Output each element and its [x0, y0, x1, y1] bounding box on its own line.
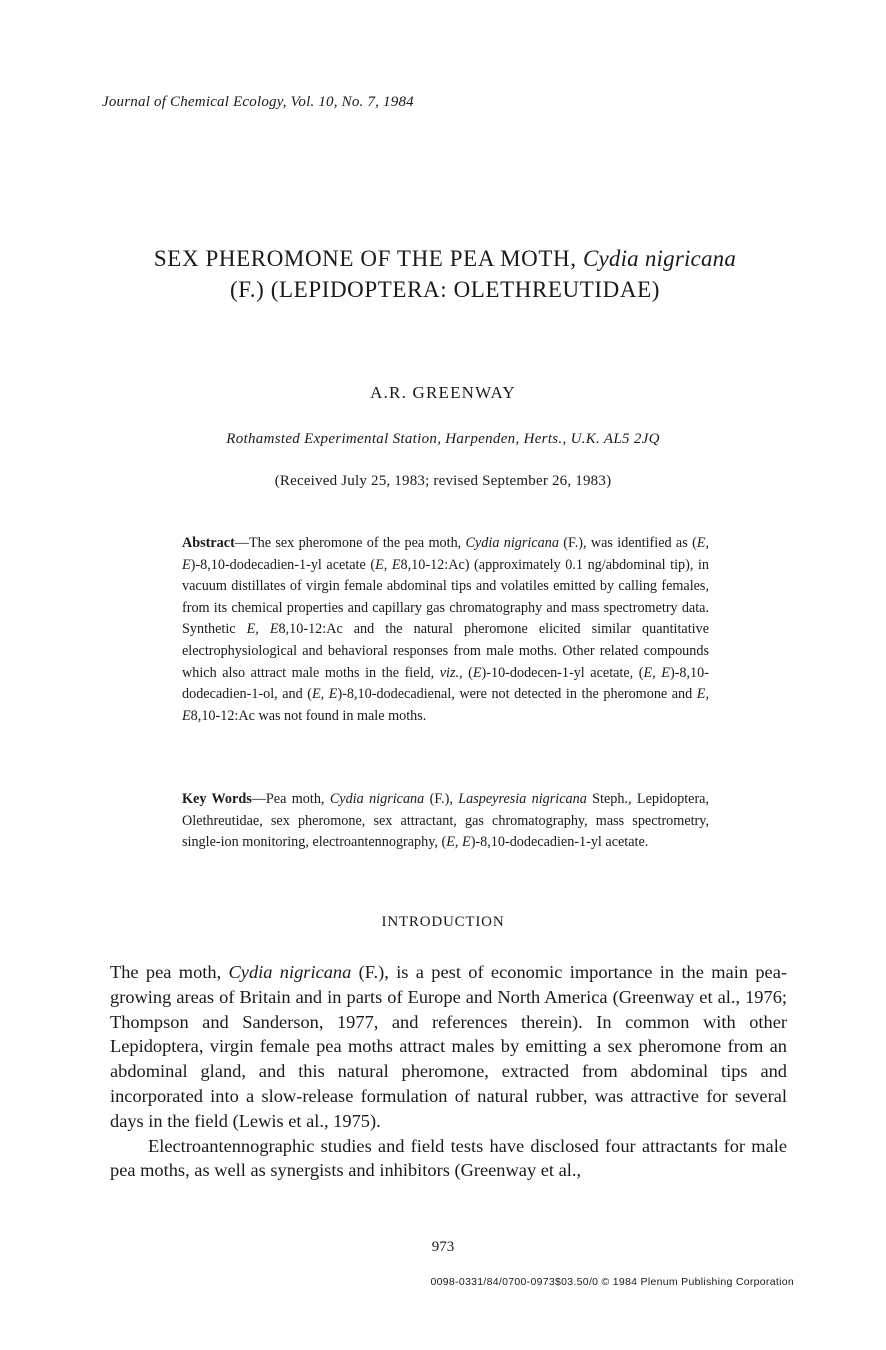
- introduction-paragraph-2: Electroantennographic studies and field tests have disclosed four attractants for male pea moths, as well as synergists and inhibitors (Greenway et al.,: [110, 1135, 787, 1181]
- body-text: The pea moth,: [110, 962, 229, 982]
- copyright-line: 0098-0331/84/0700-0973$03.50/0 © 1984 Plenum Publishing Corporation: [430, 1276, 794, 1288]
- body-text: (F.), is a pest of economic importance in the main pea-growing areas of Britain and in parts of Europe and North America (Greenway et al., 1976; Thompson and Sanderson, 1977, and references therein). In common with other Lepidoptera, virgin female pea moths attract males by emitting a sex pheromone from an abdominal gland, and this natural pheromone, extracted from abdominal tips and incorporated into a slow-release formulation of natural rubber, was attractive for several days in the field (Lewis et al., 1975).: [110, 962, 788, 1131]
- abstract-paragraph: [182, 533, 709, 727]
- abstract: [182, 533, 709, 727]
- journal-header: Journal of Chemical Ecology, Vol. 10, No. 7, 1984: [102, 94, 414, 110]
- title-part-1: SEX PHEROMONE OF THE PEA MOTH,: [153, 246, 583, 271]
- abstract-italic: E, E: [182, 535, 710, 573]
- author: A.R. GREENWAY: [370, 383, 516, 402]
- introduction-heading: INTRODUCTION: [381, 914, 505, 930]
- keywords-species: Laspeyresia nigricana: [458, 791, 587, 807]
- abstract-text: )-8,10-dodecadien-1-yl acetate (: [190, 556, 376, 573]
- abstract-italic: E, E: [312, 686, 338, 703]
- keywords-text: (F.),: [424, 791, 459, 807]
- keywords-italic: E, E: [446, 834, 471, 851]
- keywords-dash: —: [251, 791, 266, 807]
- abstract-italic: E: [472, 664, 482, 681]
- affiliation: Rothamsted Experimental Station, Harpenden, Herts., U.K. AL5 2JQ: [226, 431, 660, 447]
- page-number: 973: [431, 1239, 455, 1255]
- abstract-dash: —: [234, 535, 249, 551]
- keywords-label: Key Words: [182, 791, 252, 807]
- keywords-species: Cydia nigricana: [329, 791, 425, 807]
- abstract-label: Abstract: [182, 535, 235, 551]
- introduction-body: [110, 960, 787, 1183]
- abstract-text: 8,10-12:Ac was not found in male moths.: [190, 707, 427, 724]
- abstract-text: , (: [459, 664, 473, 681]
- abstract-text: The sex pheromone of the pea moth,: [248, 535, 466, 551]
- keywords: [182, 789, 709, 854]
- introduction-paragraph-1: [110, 960, 787, 1134]
- abstract-italic: E, E: [246, 621, 279, 638]
- keywords-text: Steph., Lepidoptera, Olethreutidae, sex pheromone, sex attractant, gas chromatography, mass spectrometry, single-ion monitoring, electroantennography, (: [182, 791, 710, 851]
- abstract-italic: E, E: [643, 664, 670, 681]
- received-dates: (Received July 25, 1983; revised September 26, 1983): [274, 473, 612, 489]
- abstract-text: )-8,10-dodecadienal, were not detected in the pheromone and: [337, 686, 697, 703]
- keywords-text: Pea moth,: [265, 791, 330, 807]
- abstract-text: 8,10-12:Ac) (approximately 0.1 ng/abdominal tip), in vacuum distillates of virgin female abdominal tips and volatiles emitted by calling females, from its chemical properties and capillary gas chromatography and mass spectrometry data. Synthetic: [182, 556, 709, 638]
- abstract-italic: E, E: [182, 686, 709, 724]
- abstract-italic: viz.: [439, 664, 460, 681]
- abstract-text: )-10-dodecen-1-yl acetate, (: [481, 664, 644, 681]
- keywords-text: )-8,10-dodecadien-1-yl acetate.: [470, 834, 649, 851]
- body-species: Cydia nigricana: [228, 962, 352, 982]
- title-species: Cydia nigricana: [582, 246, 737, 271]
- title-part-2: (F.) (LEPIDOPTERA: OLETHREUTIDAE): [230, 277, 660, 302]
- article-title: [60, 243, 830, 305]
- abstract-text: 8,10-12:Ac and the natural pheromone elicited similar quantitative electrophysiological and behavioral responses from male moths. Other related compounds which also attract male moths in the field,: [182, 621, 709, 681]
- keywords-paragraph: [182, 789, 709, 854]
- abstract-text: )-8,10-dodecadien-1-ol, and (: [182, 664, 709, 703]
- abstract-text: (F.), was identified as (: [558, 535, 697, 551]
- abstract-italic: E, E: [375, 556, 401, 573]
- abstract-species: Cydia nigricana: [465, 535, 559, 551]
